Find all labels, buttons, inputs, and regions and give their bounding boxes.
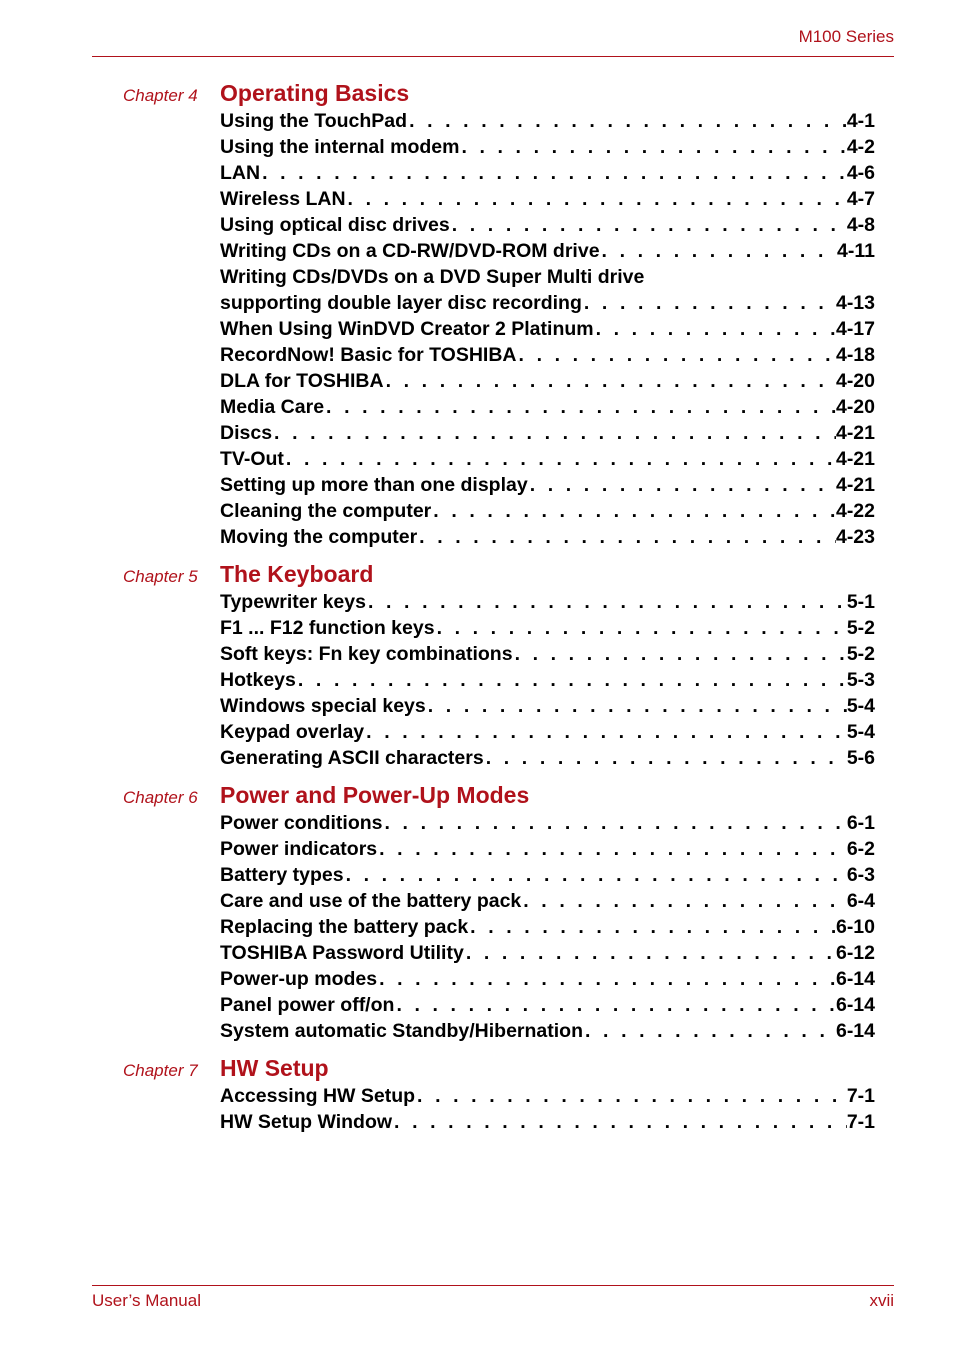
toc-entry-page: 4-18 <box>835 344 875 366</box>
toc-entry-page: 4-11 <box>837 240 875 262</box>
toc-entry-page: 6-14 <box>835 1020 875 1042</box>
toc-entry[interactable] <box>220 810 875 836</box>
page-number: xvii <box>869 1291 894 1310</box>
dot-leader <box>366 589 847 615</box>
toc-entry-title: Discs <box>220 422 273 444</box>
toc-entry-page: 4-22 <box>835 500 875 522</box>
chapter-heading <box>0 561 954 589</box>
toc-entry-list <box>220 108 875 550</box>
chapter-title[interactable]: Power and Power-Up Modes <box>220 782 530 808</box>
toc-entry-list <box>220 810 875 1044</box>
toc-entry-title: Soft keys: Fn key combinations <box>220 643 513 665</box>
dot-leader <box>528 472 836 498</box>
dot-leader <box>346 186 847 212</box>
toc-entry-title: DLA for TOSHIBA <box>220 370 384 392</box>
chapter-heading <box>0 1055 954 1083</box>
toc-entry-page: 4-6 <box>846 162 875 184</box>
toc-entry-title: Keypad overlay <box>220 721 365 743</box>
toc-entry[interactable] <box>220 589 875 615</box>
dot-leader <box>417 524 836 550</box>
toc-entry[interactable] <box>220 1083 875 1109</box>
toc-entry-page: 6-10 <box>835 916 875 938</box>
toc-entry[interactable] <box>220 446 875 472</box>
dot-leader <box>383 810 847 836</box>
toc-entry-page: 4-21 <box>835 422 875 444</box>
chapter-heading <box>0 782 954 810</box>
toc-entry[interactable] <box>220 316 875 342</box>
toc-entry-page: 6-2 <box>846 838 875 860</box>
toc-entry-title: Windows special keys <box>220 695 426 717</box>
dot-leader <box>364 719 847 745</box>
toc-entry-title: Setting up more than one display <box>220 474 528 496</box>
footer-rule <box>92 1285 894 1286</box>
toc-chapter <box>0 782 954 1044</box>
toc-entry[interactable] <box>220 667 875 693</box>
toc-entry-title: Accessing HW Setup <box>220 1085 416 1107</box>
dot-leader <box>464 940 836 966</box>
toc-entry[interactable] <box>220 420 875 446</box>
toc-entry-page: 5-4 <box>846 721 875 743</box>
toc-entry-page: 4-17 <box>835 318 875 340</box>
toc-chapter <box>0 561 954 771</box>
toc-entry-title: Power-up modes <box>220 968 378 990</box>
toc-entry-title: System automatic Standby/Hibernation <box>220 1020 583 1042</box>
chapter-label: Chapter 4 <box>123 86 198 105</box>
dot-leader <box>521 888 847 914</box>
table-of-contents <box>0 80 954 1146</box>
toc-chapter <box>0 1055 954 1135</box>
toc-entry-title: Battery types <box>220 864 344 886</box>
chapter-title[interactable]: HW Setup <box>220 1055 329 1081</box>
toc-entry-title: Hotkeys <box>220 669 296 691</box>
dot-leader <box>377 836 847 862</box>
toc-entry[interactable] <box>220 1018 875 1044</box>
toc-entry-page: 5-1 <box>846 591 875 613</box>
toc-entry-title: Writing CDs on a CD-RW/DVD-ROM drive <box>220 240 600 262</box>
toc-entry[interactable] <box>220 212 875 238</box>
dot-leader <box>284 446 836 472</box>
toc-entry-title: LAN <box>220 162 261 184</box>
chapter-label: Chapter 7 <box>123 1061 198 1080</box>
toc-entry-title: Power conditions <box>220 812 383 834</box>
toc-entry[interactable] <box>220 719 875 745</box>
toc-entry-title: HW Setup Window <box>220 1111 393 1133</box>
toc-entry-title: F1 ... F12 function keys <box>220 617 435 639</box>
toc-entry[interactable] <box>220 524 875 550</box>
toc-entry-page: 5-4 <box>846 695 875 717</box>
toc-entry-page: 4-13 <box>835 292 875 314</box>
toc-entry-page: 5-6 <box>846 747 875 769</box>
toc-entry-title: Wireless LAN <box>220 188 346 210</box>
toc-entry[interactable] <box>220 160 875 186</box>
toc-entry[interactable] <box>220 498 875 524</box>
chapter-title[interactable]: The Keyboard <box>220 561 374 587</box>
toc-entry-page: 4-8 <box>846 214 875 236</box>
header-rule <box>92 56 894 57</box>
toc-entry[interactable] <box>220 940 875 966</box>
dot-leader <box>324 394 836 420</box>
toc-entry[interactable] <box>220 394 875 420</box>
footer-manual-title: User’s Manual <box>92 1291 201 1310</box>
toc-entry[interactable] <box>220 368 875 394</box>
toc-entry[interactable] <box>220 108 875 134</box>
toc-entry-title: RecordNow! Basic for TOSHIBA <box>220 344 517 366</box>
toc-entry-page: 5-2 <box>846 617 875 639</box>
dot-leader <box>384 368 836 394</box>
toc-entry[interactable] <box>220 992 875 1018</box>
toc-entry-title: Using the TouchPad <box>220 110 408 132</box>
dot-leader <box>426 693 847 719</box>
toc-entry-title: Cleaning the computer <box>220 500 432 522</box>
toc-entry-page: 4-21 <box>835 474 875 496</box>
page-header-title: M100 Series <box>798 27 894 46</box>
toc-entry[interactable] <box>220 1109 875 1135</box>
toc-entry[interactable] <box>220 914 875 940</box>
toc-entry[interactable] <box>220 966 875 992</box>
dot-leader <box>260 160 847 186</box>
toc-entry-page: 7-1 <box>846 1111 875 1133</box>
dot-leader <box>459 134 846 160</box>
dot-leader <box>435 615 847 641</box>
toc-entry[interactable] <box>220 264 875 290</box>
toc-entry-page: 4-7 <box>846 188 875 210</box>
toc-entry-page: 7-1 <box>846 1085 875 1107</box>
toc-entry[interactable] <box>220 472 875 498</box>
chapter-label: Chapter 5 <box>123 567 198 586</box>
toc-entry-page: 6-14 <box>835 968 875 990</box>
toc-entry-title: Writing CDs/DVDs on a DVD Super Multi drive <box>220 266 645 288</box>
toc-entry-title: Typewriter keys <box>220 591 366 613</box>
chapter-label: Chapter 6 <box>123 788 198 807</box>
toc-entry-page: 4-21 <box>835 448 875 470</box>
toc-entry-page: 6-14 <box>835 994 875 1016</box>
dot-leader <box>272 420 836 446</box>
toc-entry[interactable] <box>220 641 875 667</box>
dot-leader <box>513 641 847 667</box>
dot-leader <box>468 914 836 940</box>
dot-leader <box>484 745 847 771</box>
dot-leader <box>377 966 836 992</box>
toc-entry[interactable] <box>220 342 875 368</box>
toc-entry-page: 4-2 <box>846 136 875 158</box>
dot-leader <box>431 498 836 524</box>
toc-entry[interactable] <box>220 186 875 212</box>
toc-entry-page: 4-20 <box>835 370 875 392</box>
toc-entry-page: 6-4 <box>846 890 875 912</box>
toc-entry[interactable] <box>220 238 875 264</box>
toc-entry-page: 5-2 <box>846 643 875 665</box>
dot-leader <box>415 1083 847 1109</box>
toc-entry-page: 6-1 <box>846 812 875 834</box>
toc-entry[interactable] <box>220 745 875 771</box>
toc-entry-title: supporting double layer disc recording <box>220 292 582 314</box>
toc-entry-page: 4-20 <box>835 396 875 418</box>
toc-entry-title: Media Care <box>220 396 325 418</box>
toc-entry[interactable] <box>220 888 875 914</box>
dot-leader <box>450 212 847 238</box>
toc-entry-title: Using optical disc drives <box>220 214 450 236</box>
toc-entry-title: Generating ASCII characters <box>220 747 484 769</box>
toc-entry-title: Panel power off/on <box>220 994 395 1016</box>
toc-entry-title: Using the internal modem <box>220 136 460 158</box>
toc-entry-page: 6-12 <box>835 942 875 964</box>
toc-entry-title: TOSHIBA Password Utility <box>220 942 464 964</box>
dot-leader <box>407 108 847 134</box>
dot-leader <box>392 1109 847 1135</box>
toc-entry[interactable] <box>220 615 875 641</box>
toc-entry[interactable] <box>220 290 875 316</box>
dot-leader <box>600 238 838 264</box>
toc-entry-list <box>220 589 875 771</box>
dot-leader <box>344 862 847 888</box>
toc-entry-title: Care and use of the battery pack <box>220 890 522 912</box>
toc-entry-page: 5-3 <box>846 669 875 691</box>
toc-entry[interactable] <box>220 862 875 888</box>
toc-entry-title: Power indicators <box>220 838 378 860</box>
toc-entry[interactable] <box>220 693 875 719</box>
toc-entry-page: 6-3 <box>846 864 875 886</box>
dot-leader <box>583 1018 836 1044</box>
toc-chapter <box>0 80 954 550</box>
dot-leader <box>394 992 836 1018</box>
toc-entry-page: 4-1 <box>846 110 875 132</box>
toc-entry[interactable] <box>220 836 875 862</box>
chapter-heading <box>0 80 954 108</box>
toc-entry-list <box>220 1083 875 1135</box>
dot-leader <box>582 290 836 316</box>
toc-entry[interactable] <box>220 134 875 160</box>
toc-entry-title: Replacing the battery pack <box>220 916 469 938</box>
toc-entry-title: Moving the computer <box>220 526 418 548</box>
dot-leader <box>517 342 836 368</box>
chapter-title[interactable]: Operating Basics <box>220 80 410 106</box>
toc-entry-title: When Using WinDVD Creator 2 Platinum <box>220 318 594 340</box>
toc-entry-title: TV-Out <box>220 448 284 470</box>
dot-leader <box>594 316 836 342</box>
toc-entry-page: 4-23 <box>835 526 875 548</box>
dot-leader <box>296 667 847 693</box>
